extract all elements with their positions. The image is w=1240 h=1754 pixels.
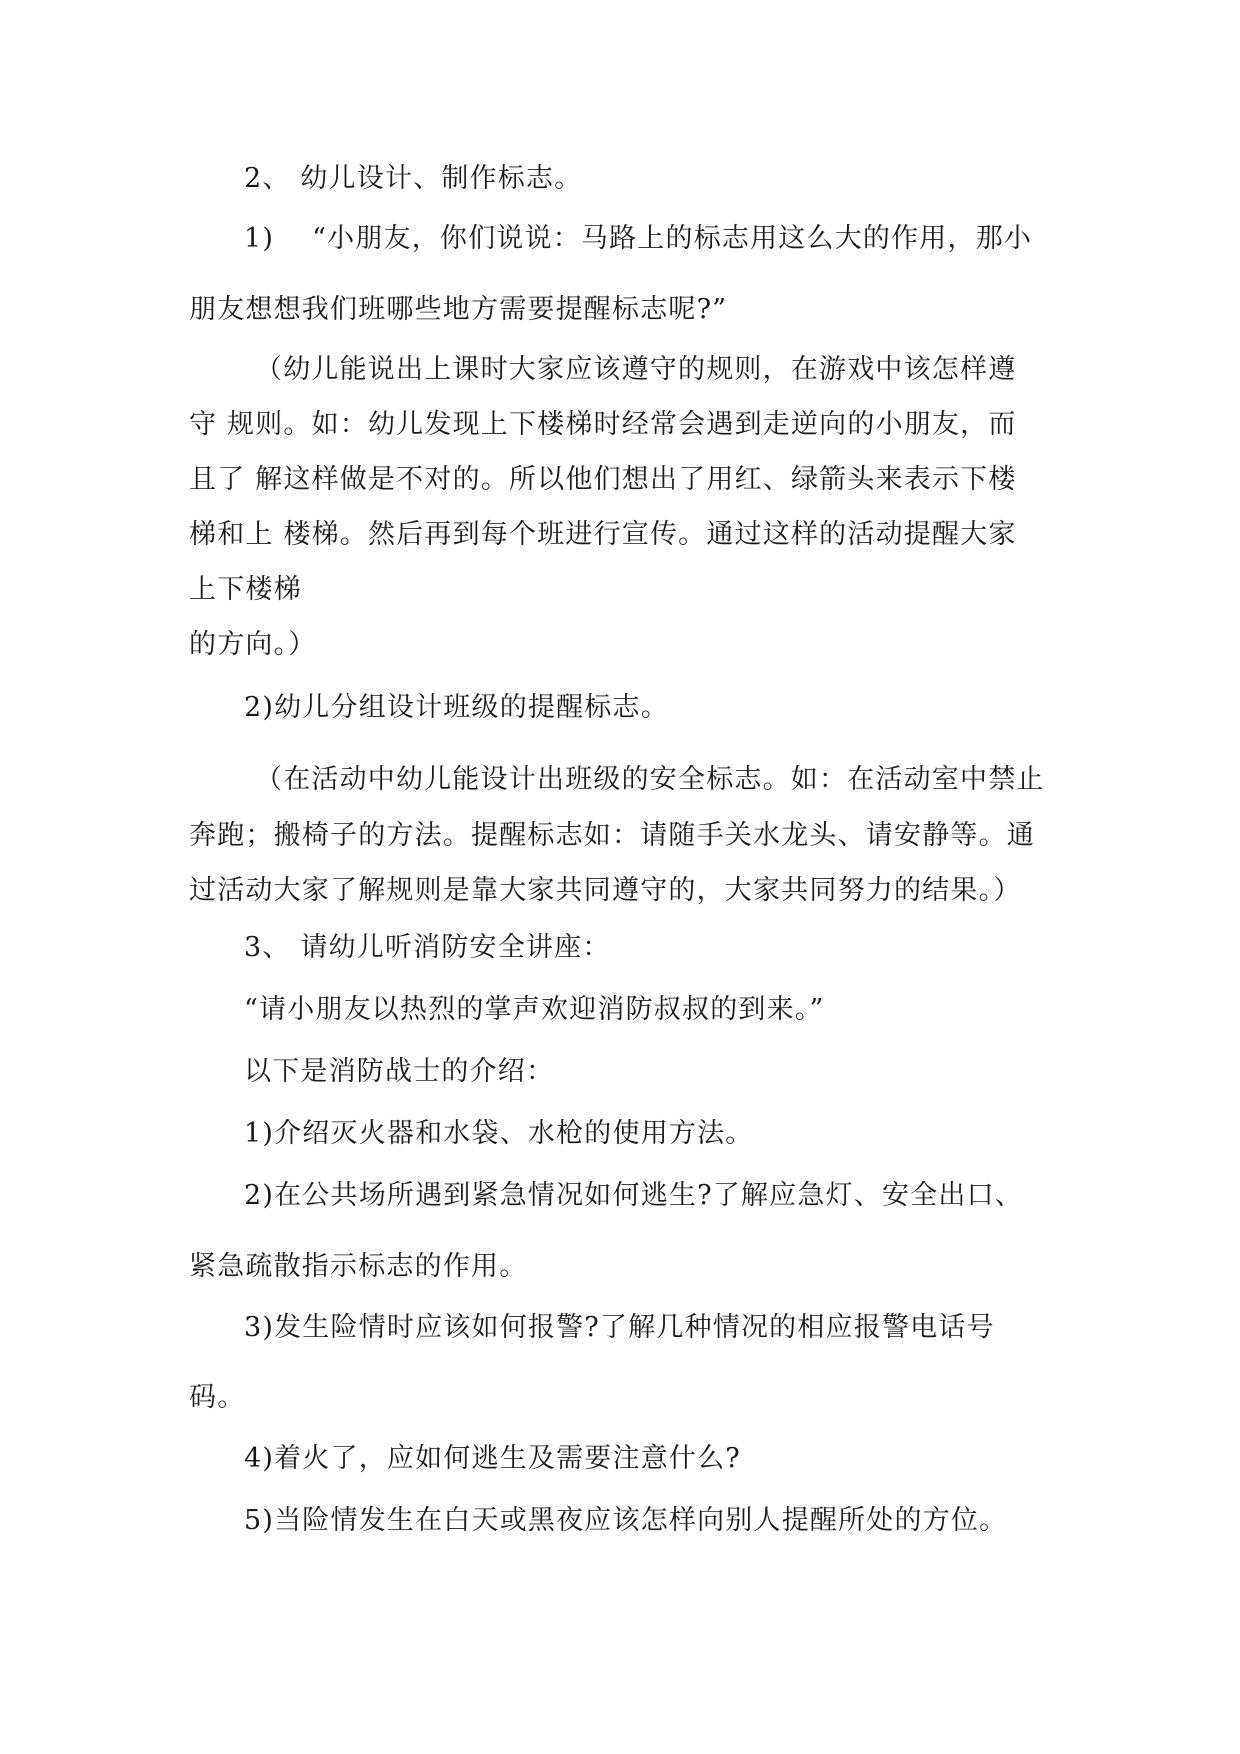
paragraph-line: 1) “小朋友，你们说说：马路上的标志用这么大的作用，那小 <box>244 223 1033 254</box>
paragraph-line: 以下是消防战士的介绍： <box>244 1056 555 1087</box>
list-item: 2)幼儿分组设计班级的提醒标志。 <box>244 692 669 723</box>
paragraph-line: 码。 <box>189 1382 246 1413</box>
section-heading-2: 2、 幼儿设计、制作标志。 <box>244 163 583 194</box>
list-item: 3)发生险情时应该如何报警?了解几种情况的相应报警电话号 <box>244 1312 995 1343</box>
paragraph-line: 的方向。） <box>189 629 317 660</box>
paragraph-line: 过活动大家了解规则是靠大家共同遵守的，大家共同努力的结果。） <box>189 875 1022 906</box>
paragraph-line: 且了 解这样做是不对的。所以他们想出了用红、绿箭头来表示下楼 <box>189 464 1017 495</box>
list-item: 2)在公共场所遇到紧急情况如何逃生?了解应急灯、安全出口、 <box>244 1180 1023 1211</box>
list-item: 5)当险情发生在白天或黑夜应该怎样向别人提醒所处的方位。 <box>244 1505 1008 1536</box>
paragraph-line: （幼儿能说出上课时大家应该遵守的规则，在游戏中该怎样遵 <box>255 354 1017 385</box>
paragraph-line: 守 规则。如：幼儿发现上下楼梯时经常会遇到走逆向的小朋友，而 <box>189 409 1017 440</box>
paragraph-line: 梯和上 楼梯。然后再到每个班进行宣传。通过这样的活动提醒大家 <box>189 519 1017 550</box>
paragraph-line: 朋友想想我们班哪些地方需要提醒标志呢?” <box>189 294 728 325</box>
list-item: 1)介绍灭火器和水袋、水枪的使用方法。 <box>244 1118 754 1149</box>
paragraph-line: “请小朋友以热烈的掌声欢迎消防叔叔的到来。” <box>244 994 825 1025</box>
list-item: 4)着火了，应如何逃生及需要注意什么? <box>244 1443 741 1474</box>
paragraph-line: （在活动中幼儿能设计出班级的安全标志。如：在活动室中禁止 <box>255 764 1045 795</box>
paragraph-line: 上下楼梯 <box>189 574 302 605</box>
paragraph-line: 紧急疏散指示标志的作用。 <box>189 1251 528 1282</box>
section-heading-3: 3、 请幼儿听消防安全讲座： <box>244 932 611 963</box>
paragraph-line: 奔跑；搬椅子的方法。提醒标志如：请随手关水龙头、请安静等。通 <box>189 820 1035 851</box>
